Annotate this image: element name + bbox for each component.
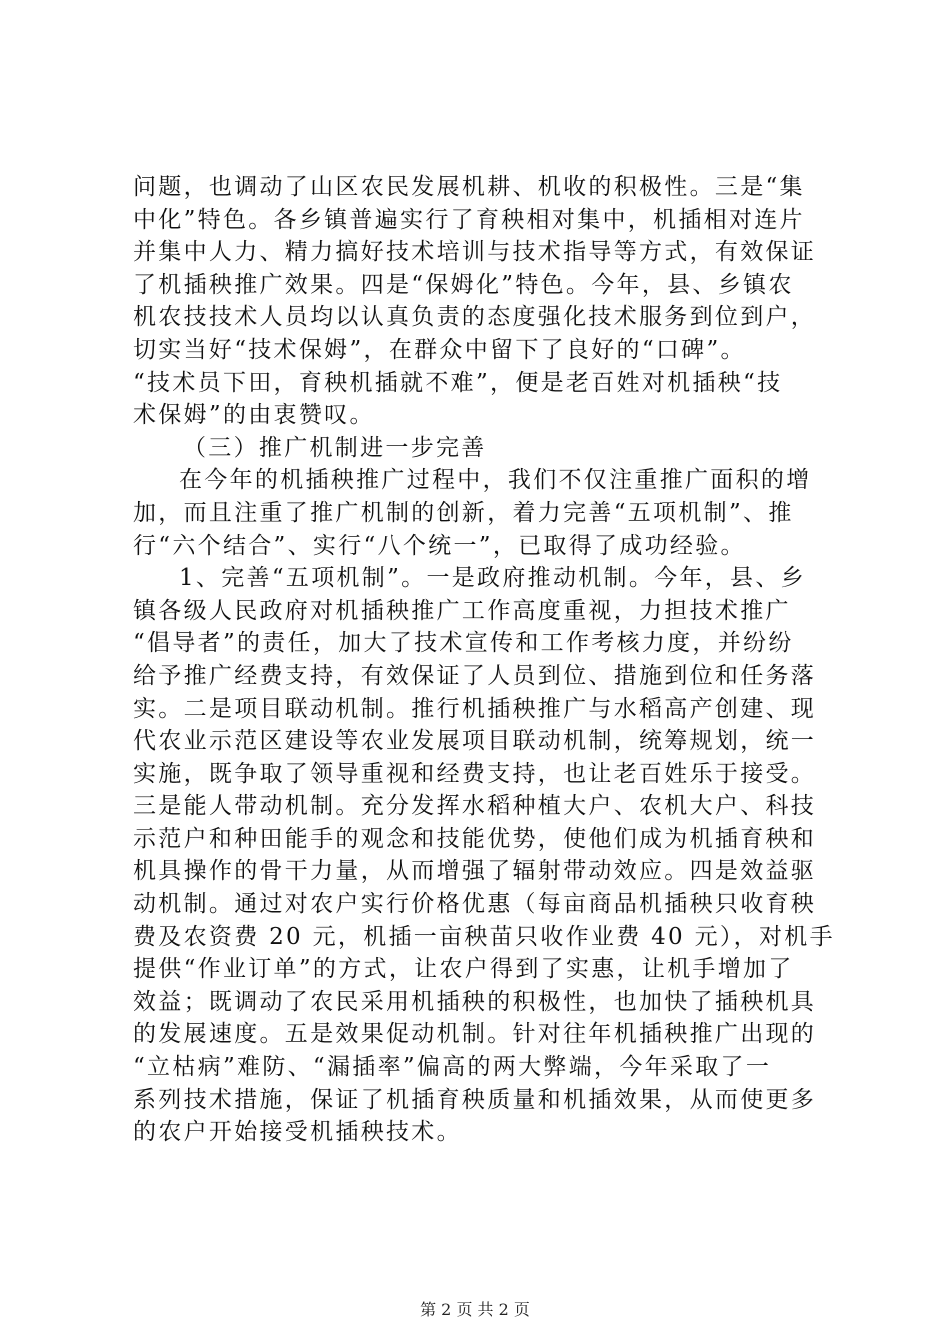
text-line: 的农户开始接受机插秧技术。 <box>133 1119 462 1146</box>
text-line: 示范户和种田能手的观念和技能优势，使他们成为机插育秧和 <box>133 825 817 852</box>
text-line: 机具操作的骨干力量，从而增强了辐射带动效应。四是效益驱 <box>133 858 817 885</box>
text-line: 镇各级人民政府对机插秧推广工作高度重视，力担技术推广 <box>133 597 791 624</box>
text-line: 三是能人带动机制。充分发挥水稻种植大户、农机大户、科技 <box>133 793 817 820</box>
text-line: 了机插秧推广效果。四是“保姆化”特色。今年，县、乡镇农 <box>133 271 794 298</box>
text-line: 的发展速度。五是效果促动机制。针对往年机插秧推广出现的 <box>133 1021 817 1048</box>
text-line: 并集中人力、精力搞好技术培训与技术指导等方式，有效保证 <box>133 239 817 266</box>
document-body <box>133 171 835 1149</box>
section-heading: （三）推广机制进一步完善 <box>183 434 487 461</box>
text-line: “立枯病”难防、“漏插率”偏高的两大弊端，今年采取了一 <box>133 1054 772 1081</box>
text-line: 提供“作业订单”的方式，让农户得到了实惠，让机手增加了 <box>133 956 794 983</box>
text-line: 给予推广经费支持，有效保证了人员到位、措施到位和任务落 <box>133 662 817 689</box>
text-line: 动机制。通过对农户实行价格优惠（每亩商品机插秧只收育秧 <box>133 891 817 918</box>
text-line: 行“六个结合”、实行“八个统一”，已取得了成功经验。 <box>133 532 746 559</box>
text-line: 加，而且注重了推广机制的创新，着力完善“五项机制”、推 <box>133 499 794 526</box>
text-line: 实。二是项目联动机制。推行机插秧推广与水稻高产创建、现 <box>133 695 817 722</box>
page-number-footer: 第 2 页 共 2 页 <box>420 1300 530 1319</box>
text-line: 费及农资费 20 元，机插一亩秧苗只收作业费 40 元），对机手 <box>133 923 835 950</box>
text-line: 术保姆”的由衷赞叹。 <box>133 402 375 429</box>
text-line: 系列技术措施，保证了机插育秧质量和机插效果，从而使更多 <box>133 1086 817 1113</box>
paragraph-first-line: 在今年的机插秧推广过程中，我们不仅注重推广面积的增 <box>179 467 812 494</box>
text-line: 实施，既争取了领导重视和经费支持，也让老百姓乐于接受。 <box>133 760 817 787</box>
text-line: 中化”特色。各乡镇普遍实行了育秧相对集中，机插相对连片 <box>133 206 805 233</box>
text-line: “倡导者”的责任，加大了技术宣传和工作考核力度，并纷纷 <box>133 630 794 657</box>
text-line: “技术员下田，育秧机插就不难”，便是老百姓对机插秧“技 <box>133 369 783 396</box>
text-line: 代农业示范区建设等农业发展项目联动机制，统筹规划，统一 <box>133 728 817 755</box>
text-line: 机农技技术人员均以认真负责的态度强化技术服务到位到户， <box>133 304 817 331</box>
text-line: 问题，也调动了山区农民发展机耕、机收的积极性。三是“集 <box>133 174 805 200</box>
text-line: 切实当好“技术保姆”，在群众中留下了良好的“口碑”。 <box>133 336 746 363</box>
text-line: 效益；既调动了农民采用机插秧的积极性，也加快了插秧机具 <box>133 988 817 1015</box>
paragraph-first-line: 1、完善“五项机制”。一是政府推动机制。今年，县、乡 <box>179 565 806 592</box>
